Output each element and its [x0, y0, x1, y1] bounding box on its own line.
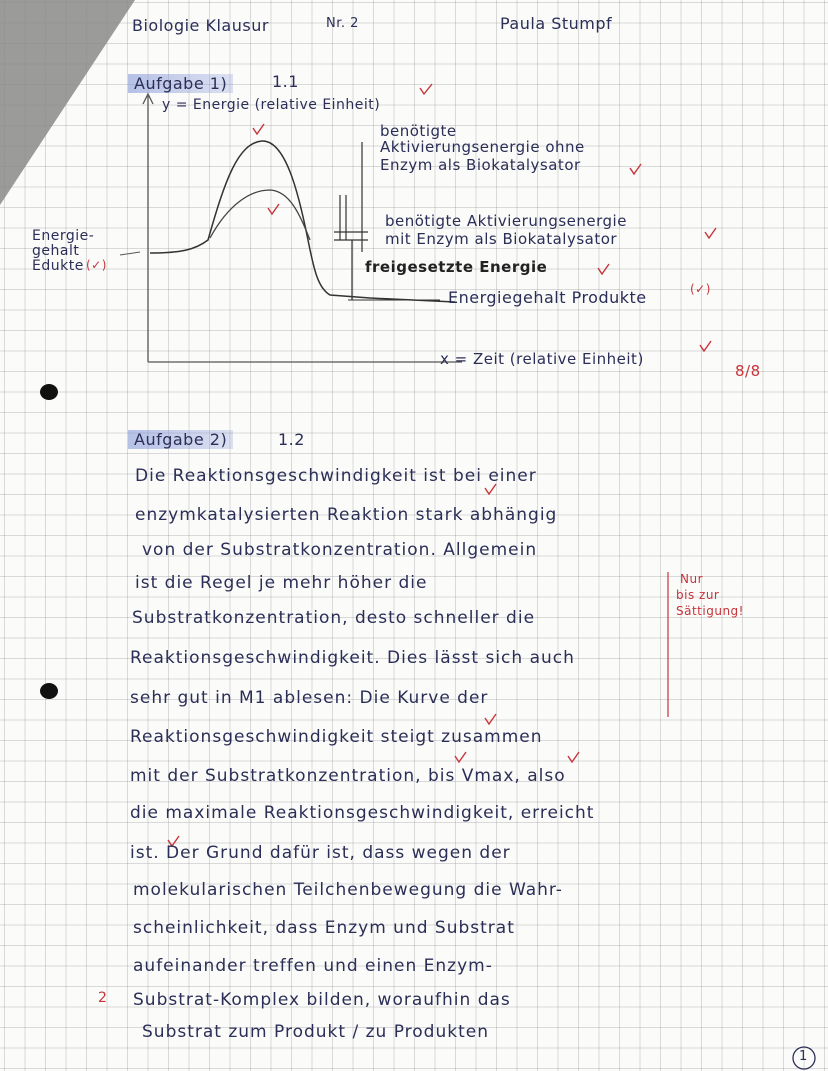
- answer-line: enzymkatalysierten Reaktion stark abhängig: [135, 505, 558, 525]
- produkte-correction: (✓): [690, 282, 711, 296]
- page-number: 1: [799, 1049, 808, 1064]
- answer-line: ist. Der Grund dafür ist, dass wegen der: [130, 843, 511, 863]
- header-number: Nr. 2: [326, 16, 359, 31]
- header-student: Paula Stumpf: [500, 14, 613, 33]
- header-subject: Biologie Klausur: [132, 16, 269, 35]
- answer-line: die maximale Reaktionsgeschwindigkeit, erreicht: [130, 803, 595, 823]
- check-mark: [705, 228, 716, 238]
- task1-title: Aufgabe 1): [128, 74, 233, 93]
- answer-line: molekularischen Teilchenbewegung die Wahr-: [133, 880, 563, 900]
- answer-line: Substrat zum Produkt / zu Produkten: [142, 1022, 489, 1042]
- check-mark: [598, 264, 609, 274]
- label-ea-without-3: Enzym als Biokatalysator: [380, 156, 581, 174]
- answer-line: Substratkonzentration, desto schneller die: [132, 608, 536, 628]
- answer-line: Substrat-Komplex bilden, woraufhin das: [133, 990, 511, 1010]
- check-mark: [420, 84, 432, 94]
- margin-note-3: Sättigung!: [676, 604, 744, 618]
- answer-line: von der Substratkonzentration. Allgemein: [142, 540, 538, 560]
- task1-number: 1.1: [272, 72, 299, 91]
- answer-line: Reaktionsgeschwindigkeit steigt zusammen: [130, 727, 543, 747]
- task1-score: 8/8: [735, 362, 761, 380]
- edukte-correction: (✓): [86, 258, 107, 272]
- label-ea-without-2: Aktivierungsenergie ohne: [380, 138, 585, 156]
- energy-edukte-label-2: gehalt: [32, 243, 80, 259]
- answer-line: Reaktionsgeschwindigkeit. Dies lässt sich auch: [130, 648, 575, 668]
- curve-with-enzyme: [210, 190, 310, 240]
- check-mark: [485, 714, 496, 724]
- label-ea-with-2: mit Enzym als Biokatalysator: [385, 230, 618, 248]
- left-margin-mark: 2: [98, 990, 108, 1006]
- x-axis-label: x = Zeit (relative Einheit): [440, 350, 644, 368]
- energy-edukte-label-1: Energie-: [32, 228, 95, 244]
- answer-line: ist die Regel je mehr höher die: [135, 573, 428, 593]
- check-mark: [253, 124, 264, 134]
- edukt-pointer: [120, 252, 140, 255]
- check-mark: [700, 341, 711, 351]
- margin-note-1: Nur: [680, 572, 704, 586]
- margin-note-2: bis zur: [676, 588, 720, 602]
- check-mark: [268, 204, 279, 214]
- task2-title: Aufgabe 2): [128, 430, 233, 449]
- check-mark: [630, 164, 641, 174]
- energy-edukte-label-3: Edukte: [32, 258, 84, 274]
- check-mark: [568, 752, 579, 762]
- task2-number: 1.2: [278, 430, 305, 449]
- answer-line: mit der Substratkonzentration, bis Vmax, also: [130, 766, 566, 786]
- answer-line: aufeinander treffen und einen Enzym-: [133, 956, 493, 976]
- label-ea-without-1: benötigte: [380, 122, 457, 140]
- label-released-energy: freigesetzte Energie: [365, 258, 548, 276]
- label-produkte: Energiegehalt Produkte: [448, 288, 647, 307]
- answer-line: scheinlichkeit, dass Enzym und Substrat: [133, 918, 515, 938]
- label-ea-with-1: benötigte Aktivierungsenergie: [385, 212, 627, 230]
- answer-line: Die Reaktionsgeschwindigkeit ist bei einer: [135, 466, 537, 486]
- answer-line: sehr gut in M1 ablesen: Die Kurve der: [130, 688, 489, 708]
- y-axis-label: y = Energie (relative Einheit): [162, 97, 381, 113]
- check-mark: [455, 752, 466, 762]
